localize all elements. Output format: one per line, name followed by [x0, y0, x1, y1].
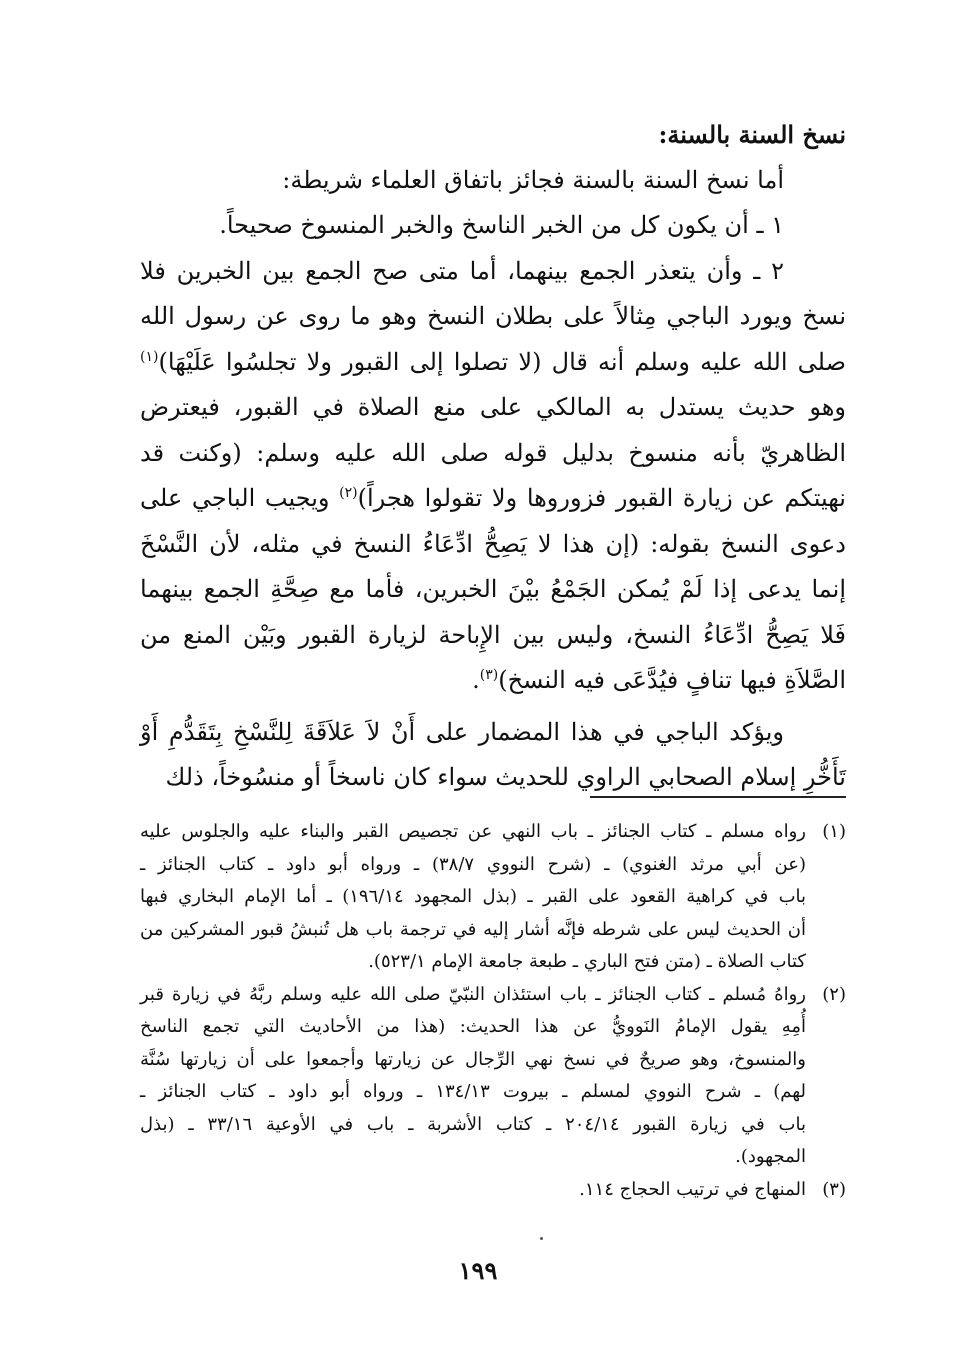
condition-2 [140, 249, 846, 704]
footnote-ref-1: (١) [140, 348, 159, 365]
footnote-line: المجهود). [735, 1146, 806, 1167]
footnote-line: أُمِهِ يقول الإمامُ النَوويُّ عن هذا الحديث: (هذا من الأحاديث التي تجمع الناسخ [140, 1016, 806, 1037]
footnote-line: لهم) ـ شرح النووي لمسلم ـ بيروت ١٣٤/١٣ ـ ورواه أبو داود ـ كتاب الجنائز ـ [140, 1081, 806, 1102]
page-number: ١٩٩ [458, 1256, 498, 1285]
paragraph-2-part-1: وهو حديث يستدل به المالكي على منع الصلاة في القبور، فيعترض الظاهريّ بأنه منسوخ بدليل قوله صلى الله عليه وسلم: (وكنت قد نهيتكم عن زيارة القبور فزوروها ولا تقولوا هجراً) [140, 393, 846, 512]
footnotes [140, 816, 846, 1206]
condition-1: ١ ـ أن يكون كل من الخبر الناسخ والخبر المنسوخ صحيحاً. [219, 211, 784, 239]
footnote-ref-3: (٣) [479, 667, 499, 683]
footnote-3 [140, 1174, 846, 1207]
footnote-line: المنهاج في ترتيب الحجاج ١١٤. [579, 1178, 806, 1200]
paragraph-3: ويؤكد الباجي في هذا المضمار على أَنْ لاَ عَلاَقَةَ لِلنَّسْخِ بِتَقَدُّمِ أَوْ تَأَخُّرِ إسلام الصحابي الراوي للحديث سواء كان ناسخاً أو منسُوخاً، ذلك [140, 717, 846, 791]
footnote-body [140, 979, 806, 1174]
footnote-line: باب في زيارة القبور ٢٠٤/١٤ ـ كتاب الأشربة ـ باب في الأوعية ٣٣/١٦ ـ (بذل [140, 1113, 806, 1135]
footnote-2 [140, 979, 846, 1174]
footnote-body [140, 1174, 806, 1207]
footnote-number: (٣) [822, 1178, 846, 1200]
footnote-line: كتاب الصلاة ـ (متن فتح الباري ـ طبعة جامعة الإمام ٥٢٣/١). [368, 951, 806, 972]
footnote-number: (١) [822, 821, 846, 842]
footnote-line: والمنسوخ، وهو صريحٌ في نسخ نهي الرِّجال عن زيارتها وأجمعوا على أن زيارتها سُنَّة [140, 1048, 806, 1070]
paragraph-2-part-2: ويجيب الباجي على دعوى النسخ بقوله: (إن هذا لا يَصِحُّ ادِّعَاءُ النسخ في مثله، لأن النَّسْخَ إنما يدعى إذا لَمْ يُمكن الجَمْعُ بيْنَ الخبرين، فأما مع صِحَّةِ الجمع بينهما فَلا يَصِحُّ ادِّعَاءُ النسخ، وليس بين الإِباحة لزيارة القبور وبَيْن المنع من الصَّلاَةِ فيها تنافٍ فيُدَّعَى فيه النسخ) [140, 484, 846, 694]
section-heading: نسخ السنة بالسنة: [658, 120, 846, 149]
intro-paragraph: أما نسخ السنة بالسنة فجائز باتفاق العلماء شريطة: [282, 165, 784, 194]
footnote-line: باب في كراهية القعود على القبر ـ (بذل المجهود ١٩٦/١٤) ـ أما الإمام البخاري فبها [140, 886, 807, 907]
main-text [140, 112, 846, 801]
footnote-1 [140, 816, 846, 979]
condition-2-text: ٢ ـ وأن يتعذر الجمع بينهما، أما متى صح الجمع بين الخبرين فلا نسخ ويورد الباجي مِثالاً على بطلان النسخ وهو ما روى عن رسول الله صلى الله عليه وسلم أنه قال (لا تصلوا إلى القبور ولا تجلسُوا عَلَيْهَا) [140, 256, 846, 376]
footnote-ref-2: (٢) [339, 485, 358, 501]
footnote-line: أن الحديث ليس على شرطه فإنَّه أشار إليه في ترجمة باب هل تُنبشُ قبور المشركين من [140, 918, 806, 940]
footnote-divider [590, 796, 846, 798]
footnote-number: (٢) [822, 983, 846, 1005]
footnote-line: (عن أبي مرثد الغنوي) ـ (شرح النووي ٣٨/٧) ـ ورواه أبو داود ـ كتاب الجنائز ـ [140, 853, 806, 875]
footnote-line: رواهُ مُسلم ـ كتاب الجنائز ـ باب استئذان النبّيّ صلى الله عليه وسلم ربَّهُ في زيارة قبر [140, 983, 806, 1005]
print-speck [540, 1237, 543, 1240]
paragraph-2-end: . [472, 666, 480, 694]
footnote-body [140, 816, 806, 979]
footnote-line: رواه مسلم ـ كتاب الجنائز ـ باب النهي عن تجصيص القبر والبناء عليه والجلوس عليه [140, 821, 806, 842]
